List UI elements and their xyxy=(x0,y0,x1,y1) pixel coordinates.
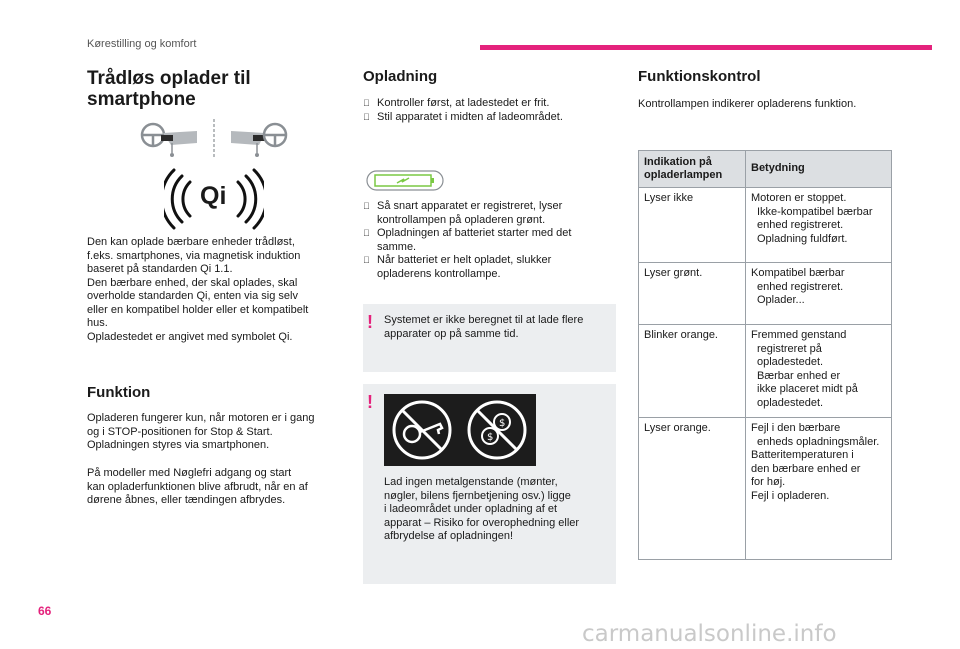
funktionskontrol-intro: Kontrollampen indikerer opladerens funktion. xyxy=(638,98,857,110)
table-header-indication xyxy=(639,151,746,188)
funktion-heading: Funktion xyxy=(87,384,151,401)
steering-wheel-right-icon xyxy=(264,124,286,146)
meaning-line: Opladning fuldført. xyxy=(757,232,848,245)
note-text xyxy=(384,314,612,341)
intro-line: Den bærbare enhed, der skal oplades, skal xyxy=(87,276,298,289)
table-header-row xyxy=(639,151,892,188)
table-row xyxy=(639,418,892,560)
steering-wheel-left-icon xyxy=(142,124,164,146)
header-line: Indikation på xyxy=(644,155,712,168)
step-text: Kontroller først, at ladestedet er frit. xyxy=(377,97,550,109)
step-item xyxy=(363,227,613,254)
step-item xyxy=(363,254,613,281)
dashboard-location-diagram xyxy=(135,117,295,159)
step-text: opladerens kontrollampe. xyxy=(377,267,501,280)
title-line-1: Trådløs oplader til xyxy=(87,68,251,89)
meaning-line: Motoren er stoppet. xyxy=(751,192,847,204)
steps-list-1 xyxy=(363,97,613,124)
table-cell-indication: Lyser ikke xyxy=(639,188,746,263)
section-bar xyxy=(480,45,932,50)
meaning-line: Oplader... xyxy=(757,294,805,306)
note-line: Lad ingen metalgenstande (mønter, xyxy=(384,476,558,488)
meaning-line: enhed registreret. xyxy=(757,280,844,293)
bullet-arrow-icon xyxy=(363,111,377,125)
note-line: i ladeområdet under opladning af et xyxy=(384,503,558,515)
meaning-line: for høj. xyxy=(751,476,786,488)
meaning-line: ikke placeret midt på xyxy=(757,383,858,395)
text-line: Opladeren fungerer kun, når motoren er i gang xyxy=(87,412,315,424)
bullet-arrow-icon xyxy=(363,97,377,111)
warning-icon: ! xyxy=(367,392,373,412)
meaning-line: registreret på xyxy=(757,342,822,355)
note-line: Systemet er ikke beregnet til at lade flere xyxy=(384,314,584,326)
intro-text xyxy=(87,236,347,344)
table-header-meaning: Betydning xyxy=(746,151,892,188)
meaning-line: enheds opladningsmåler. xyxy=(757,435,880,448)
step-text: samme. xyxy=(377,240,417,253)
intro-line: hus. xyxy=(87,317,108,329)
charger-pad-left xyxy=(161,135,173,141)
table-row xyxy=(639,263,892,325)
meaning-line: den bærbare enhed er xyxy=(751,462,861,475)
intro-line: f.eks. smartphones, via magnetisk induktion xyxy=(87,249,301,262)
table-cell-meaning xyxy=(746,188,892,263)
qi-symbol xyxy=(164,168,264,230)
page-title xyxy=(87,68,337,110)
table-row xyxy=(639,325,892,418)
no-metal-objects-icon xyxy=(384,394,536,466)
intro-line: Opladestedet er angivet med symbolet Qi. xyxy=(87,330,293,343)
meaning-line: opladestedet. xyxy=(757,396,824,409)
table-cell-indication: Blinker orange. xyxy=(639,325,746,418)
note-line: nøgler, bilens fjernbetjening osv.) ligge xyxy=(384,489,571,502)
meaning-line: Fremmed genstand xyxy=(751,329,847,341)
text-line: dørene åbnes, eller tændingen afbrydes. xyxy=(87,494,286,506)
step-text: Så snart apparatet er registreret, lyser xyxy=(377,200,563,212)
indicator-table xyxy=(638,150,892,560)
step-text: Opladningen af batteriet starter med det xyxy=(377,227,572,239)
meaning-line: enhed registreret. xyxy=(757,219,844,231)
step-text: kontrollampen på opladeren grønt. xyxy=(377,213,546,226)
step-text: Stil apparatet i midten af ladeområdet. xyxy=(377,110,563,123)
note-line: afbrydelse af opladningen! xyxy=(384,530,514,542)
intro-line: eller en kompatibel holder eller et kompatibelt xyxy=(87,303,309,316)
meaning-line: Bærbar enhed er xyxy=(757,369,841,382)
table-cell-indication: Lyser orange. xyxy=(639,418,746,560)
step-text: Når batteriet er helt opladet, slukker xyxy=(377,254,552,266)
text-line: kan opladerfunktionen blive afbrudt, når en af xyxy=(87,480,308,493)
meaning-line: Kompatibel bærbar xyxy=(751,267,845,279)
note-multiple-devices xyxy=(363,304,616,372)
funktion-text-2 xyxy=(87,467,352,508)
table-cell-meaning xyxy=(746,263,892,325)
meaning-line: Ikke-kompatibel bærbar xyxy=(757,205,873,218)
table-cell-indication: Lyser grønt. xyxy=(639,263,746,325)
warning-icon: ! xyxy=(367,312,373,332)
intro-line: Den kan oplade bærbare enheder trådløst, xyxy=(87,236,295,248)
text-line: og i STOP-positionen for Stop & Start. xyxy=(87,425,273,438)
table-cell-meaning xyxy=(746,418,892,560)
note-line: apparater op på samme tid. xyxy=(384,327,519,340)
text-line: På modeller med Nøglefri adgang og start xyxy=(87,467,292,479)
meaning-line: Batteritemperaturen i xyxy=(751,449,854,461)
note-text xyxy=(384,476,612,544)
watermark: carmanualsonline.info xyxy=(582,621,837,647)
funktionskontrol-heading: Funktionskontrol xyxy=(638,68,761,85)
funktion-text-1 xyxy=(87,412,352,453)
header-line: opladerlampen xyxy=(644,169,723,181)
intro-line: baseret på standarden Qi 1.1. xyxy=(87,263,233,275)
bullet-arrow-icon xyxy=(363,200,377,227)
steps-list-2 xyxy=(363,200,613,281)
table-row xyxy=(639,188,892,263)
table-cell-meaning xyxy=(746,325,892,418)
step-item xyxy=(363,200,613,227)
step-item xyxy=(363,111,613,125)
note-line: apparat – Risiko for overophedning eller xyxy=(384,516,580,529)
text-line: Opladningen styres via smartphonen. xyxy=(87,439,270,451)
bullet-arrow-icon xyxy=(363,227,377,254)
page-number: 66 xyxy=(38,604,52,618)
svg-text:$: $ xyxy=(487,432,494,443)
meaning-line: Fejl i opladeren. xyxy=(751,489,830,502)
meaning-line: opladestedet. xyxy=(757,356,824,368)
charging-indicator-icon xyxy=(366,170,446,192)
note-metal-objects xyxy=(363,384,616,584)
qi-logo-text: Qi xyxy=(200,182,227,210)
opladning-heading: Opladning xyxy=(363,68,438,85)
intro-line: overholde standarden Qi, enten via sig selv xyxy=(87,290,298,302)
title-line-2: smartphone xyxy=(87,89,196,110)
section-label: Kørestilling og komfort xyxy=(87,38,197,50)
svg-text:$: $ xyxy=(499,418,506,429)
meaning-line: Fejl i den bærbare xyxy=(751,422,841,434)
step-item xyxy=(363,97,613,111)
bullet-arrow-icon xyxy=(363,254,377,281)
